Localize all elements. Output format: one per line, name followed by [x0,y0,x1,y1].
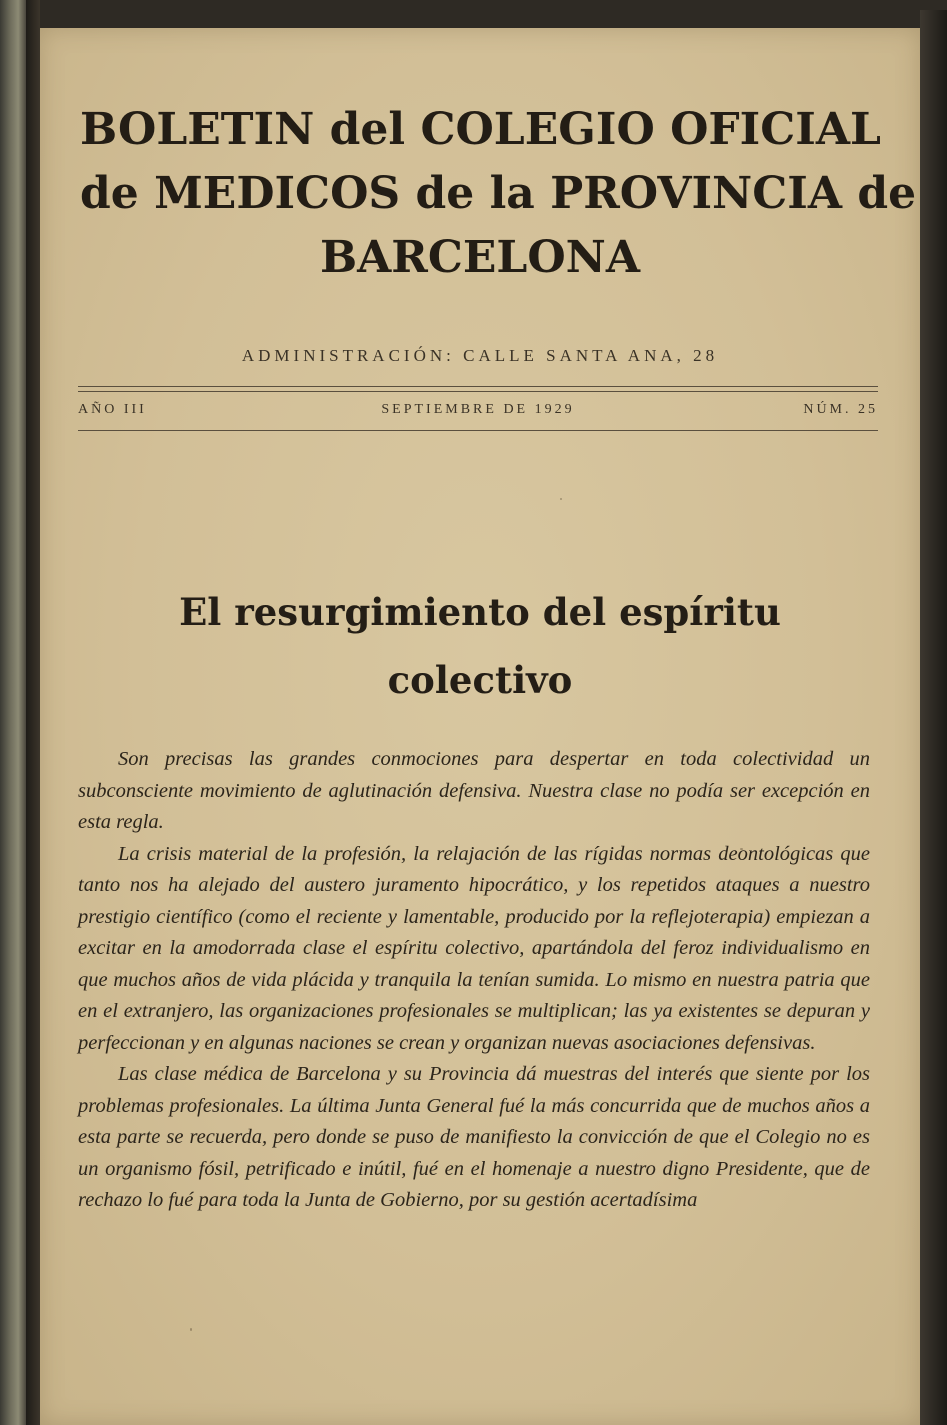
paragraph: La crisis material de la profesión, la relajación de las rígidas normas deontológicas que tanto nos ha alejado del austero juramento hipocrático, y los repetidos ataques a nuestro prestigio científico (como el reciente y lamentable, producido por la reflejoterapia) empiezan a excitar en la amodorrada clase el espíritu colectivo, apartándola del feroz individualismo en que muchos años de vida plácida y tranquila la tenían sumida. Lo mismo en nuestra patria que en el extranjero, las organizaciones profesionales se multiplican; las ya existentes se depuran y perfeccionan y en algunas naciones se crean y organizan nuevas asociaciones defensivas. [78,842,870,1054]
masthead-line-3: BARCELONA [319,232,641,283]
article-title-line-1: El resurgimiento del espíritu [179,590,781,634]
paragraph: Son precisas las grandes conmociones para despertar en toda colectividad un subconsciente movimiento de aglutinación defensiva. Nuestra clase no podía ser excepción en esta regla. [78,748,870,833]
masthead-line-2: de MEDICOS de la PROVINCIA de [80,168,917,219]
issue-date: SEPTIEMBRE DE 1929 [381,402,575,417]
article-body [78,744,870,1217]
book-spine [0,0,26,1425]
article-title-line-2: colectivo [387,658,573,702]
paper-speck [560,498,562,500]
header-rule-top [78,386,878,387]
issue-info-bar [78,402,878,424]
header-rule-top-double [78,391,878,392]
binding-shadow [26,0,40,1425]
administration-address: ADMINISTRACIÓN: CALLE SANTA ANA, 28 [241,346,719,365]
masthead [80,98,917,290]
paper-speck [190,1328,192,1331]
issue-year: AÑO III [78,402,147,417]
issue-number: NÚM. 25 [803,402,878,417]
paragraph: Las clase médica de Barcelona y su Provincia dá muestras del interés que siente por los problemas profesionales. La última Junta General fué la más concurrida que de muchos años a esta parte se recuerda, pero donde se puso de manifiesto la convicción de que el Colegio no es un organismo fósil, petrificado e inútil, fué en el homenaje a nuestro digno Presidente, que de rechazo lo fué para toda la Junta de Gobierno, por su gestión acertadísima [78,1063,870,1211]
article-title [80,578,880,714]
masthead-line-1: BOLETIN del COLEGIO OFICIAL [80,104,881,155]
page-right-edge [920,10,947,1425]
document-page [40,28,920,1425]
header-rule-bottom [78,430,878,431]
